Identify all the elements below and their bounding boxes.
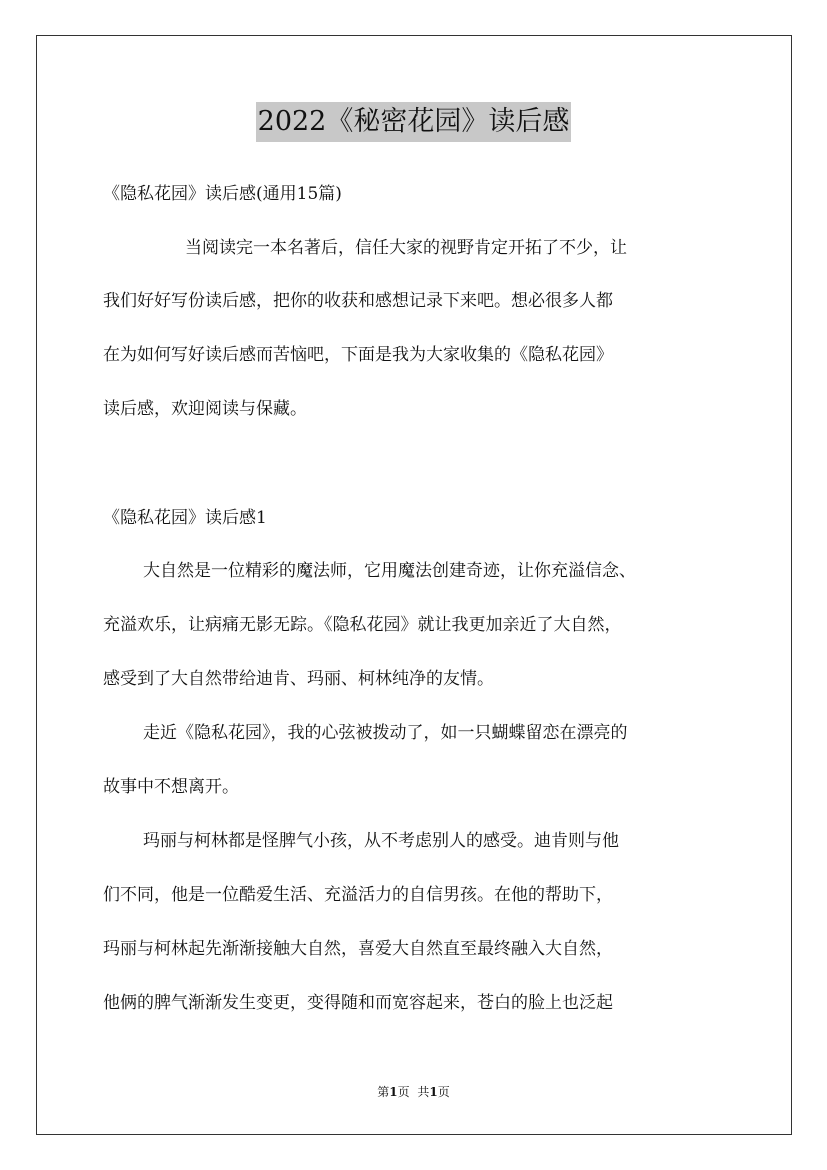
intro-line: 读后感，欢迎阅读与保藏。	[103, 399, 307, 419]
document-title: 2022《秘密花园》读后感	[256, 102, 572, 142]
body-line: 玛丽与柯林都是怪脾气小孩，从不考虑别人的感受。迪肯则与他	[143, 831, 619, 851]
body-line: 充溢欢乐，让病痛无影无踪。《隐私花园》就让我更加亲近了大自然，	[103, 615, 622, 635]
footer-total-suffix: 页	[437, 1085, 450, 1099]
body-line: 感受到了大自然带给迪肯、玛丽、柯林纯净的友情。	[103, 669, 494, 689]
body-line: 走近《隐私花园》，我的心弦被拨动了，如一只蝴蝶留恋在漂亮的	[143, 723, 628, 743]
footer-page-number: 1	[389, 1085, 398, 1099]
section-heading: 《隐私花园》读后感1	[103, 508, 267, 528]
body-line: 们不同，他是一位酷爱生活、充溢活力的自信男孩。在他的帮助下，	[103, 885, 613, 905]
intro-line: 当阅读完一本名著后，信任大家的视野肯定开拓了不少，让	[185, 238, 627, 258]
body-line: 玛丽与柯林起先渐渐接触大自然，喜爱大自然直至最终融入大自然，	[103, 939, 613, 959]
title-container	[0, 102, 827, 142]
footer-total-prefix: 共	[417, 1085, 430, 1099]
body-line: 故事中不想离开。	[103, 777, 239, 797]
body-line: 他俩的脾气渐渐发生变更，变得随和而宽容起来，苍白的脸上也泛起	[103, 993, 613, 1013]
footer-prefix: 第	[377, 1085, 390, 1099]
subtitle: 《隐私花园》读后感(通用15篇)	[103, 184, 342, 204]
footer-page-suffix: 页	[397, 1085, 410, 1099]
intro-line: 在为如何写好读后感而苦恼吧，下面是我为大家收集的《隐私花园》	[103, 345, 613, 365]
footer-total-number: 1	[429, 1085, 438, 1099]
intro-line: 我们好好写份读后感，把你的收获和感想记录下来吧。想必很多人都	[103, 291, 613, 311]
page-footer	[0, 1083, 827, 1100]
body-line: 大自然是一位精彩的魔法师，它用魔法创建奇迹，让你充溢信念、	[143, 561, 636, 581]
